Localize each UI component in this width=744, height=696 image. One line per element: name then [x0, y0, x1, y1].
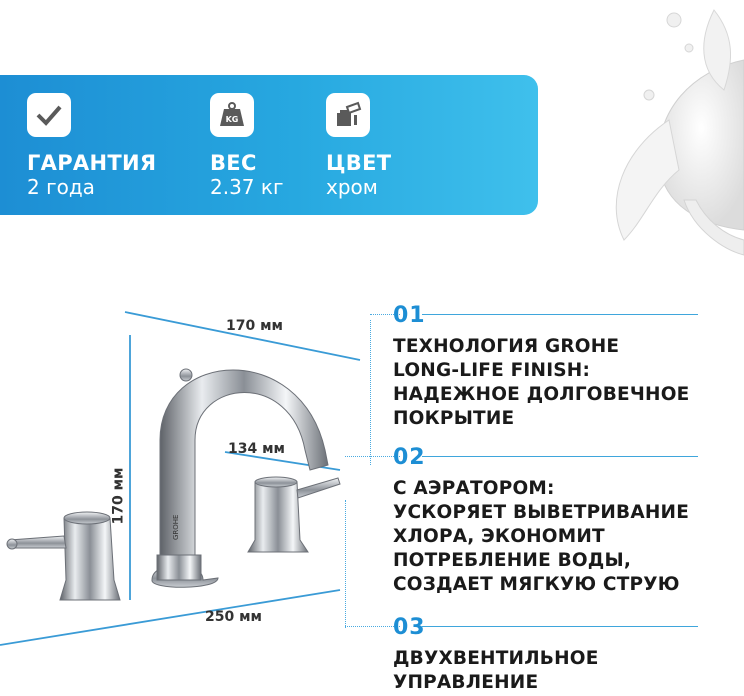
- spec-weight-label: ВЕС: [210, 151, 257, 175]
- feature-number: 03: [393, 615, 426, 640]
- spec-warranty-label: ГАРАНТИЯ: [27, 151, 157, 175]
- connector-line: [345, 500, 346, 628]
- spec-color-value: хром: [326, 175, 378, 199]
- feature-number: 02: [393, 445, 426, 470]
- spec-warranty-value: 2 года: [27, 175, 95, 199]
- spec-warranty: [27, 93, 156, 199]
- weight-icon: [210, 93, 254, 137]
- dimension-spout: 134 мм: [228, 441, 285, 457]
- dimension-width-bottom: 250 мм: [205, 609, 262, 625]
- spec-weight: [210, 93, 283, 199]
- svg-text:GROHE: GROHE: [172, 514, 180, 540]
- feature-text: ТЕХНОЛОГИЯ GROHE LONG-LIFE FINISH: НАДЕЖНОЕ ДОЛГОВЕЧНОЕ ПОКРЫТИЕ: [393, 336, 690, 429]
- spec-color-label: ЦВЕТ: [326, 151, 392, 175]
- faucet-dimension-diagram: [0, 290, 370, 690]
- svg-text:KG: KG: [225, 115, 239, 124]
- feature-number: 01: [393, 303, 426, 328]
- paint-color-icon: [326, 93, 370, 137]
- connector-line: [370, 320, 371, 465]
- checkmark-icon: [27, 93, 71, 137]
- feature-text: С АЭРАТОРОМ: УСКОРЯЕТ ВЫВЕТРИВАНИЕ ХЛОРА, ЭКОНОМИТ ПОТРЕБЛЕНИЕ ВОДЫ, СОЗДАЕТ МЯГКУЮ СТРУЮ: [393, 478, 690, 595]
- feature-text: ДВУХВЕНТИЛЬНОЕ УПРАВЛЕНИЕ: [393, 648, 599, 693]
- spec-color: [326, 93, 391, 199]
- dimension-height: 170 мм: [110, 467, 127, 525]
- dimension-width-top: 170 мм: [226, 318, 283, 334]
- spec-weight-value: 2.37 кг: [210, 175, 284, 199]
